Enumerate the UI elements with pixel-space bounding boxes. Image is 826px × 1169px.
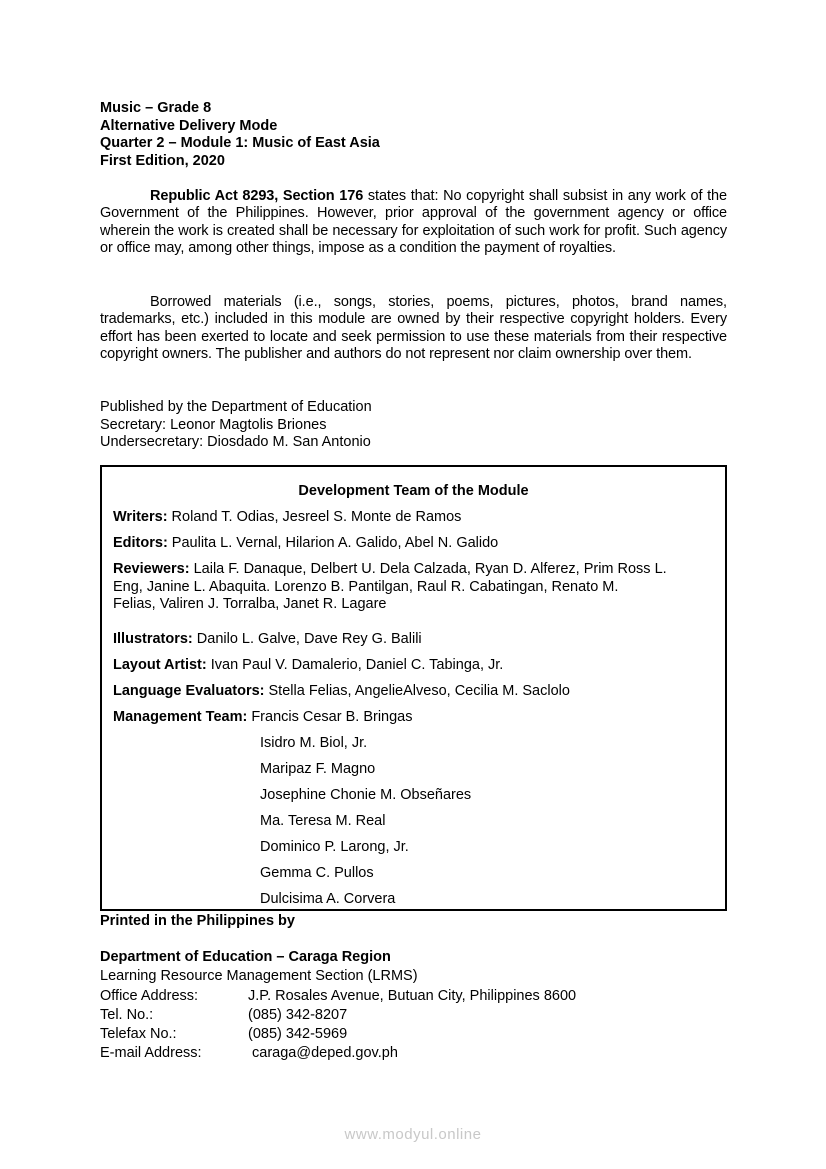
editors-row	[113, 535, 713, 553]
layout-artist-value: Ivan Paul V. Damalerio, Daniel C. Tabinga, Jr.	[206, 657, 504, 673]
management-member: Gemma C. Pullos	[260, 865, 374, 881]
borrowed-text: Borrowed materials (i.e., songs, stories, poems, pictures, photos, brand names, trademarks, etc.) included in this module are owned by their respective copyright holders. Every effort has been exerted to locate and seek permission to use these materials from their respective copyright owners. The publisher and authors do not represent nor claim ownership over them.	[100, 294, 727, 363]
reviewers-row	[113, 561, 713, 614]
office-address-value: J.P. Rosales Avenue, Butuan City, Philippines 8600	[248, 987, 577, 1004]
language-evaluators-label: Language Evaluators:	[113, 683, 265, 699]
secretary-line: Secretary: Leonor Magtolis Briones	[100, 416, 327, 433]
reviewers-label: Reviewers:	[113, 561, 190, 577]
email-value[interactable]: caraga@deped.gov.ph	[248, 1045, 398, 1062]
management-member: Josephine Chonie M. Obseñares	[260, 787, 472, 803]
email-row	[100, 1044, 576, 1063]
office-address-row	[100, 987, 576, 1006]
tel-value: (085) 342-8207	[248, 1006, 348, 1023]
writers-value: Roland T. Odias, Jesreel S. Monte de Ramos	[167, 509, 462, 525]
management-member: Francis Cesar B. Bringas	[247, 709, 413, 725]
management-team-label: Management Team:	[113, 709, 248, 725]
editors-label: Editors:	[113, 535, 168, 551]
reviewers-line3: Felias, Valiren J. Torralba, Janet R. Lagare	[113, 596, 387, 612]
office-address-label: Office Address:	[100, 987, 199, 1004]
development-team-title: Development Team of the Module	[298, 483, 529, 499]
borrowed-materials-notice	[100, 294, 727, 364]
management-member: Maripaz F. Magno	[260, 761, 376, 777]
illustrators-row	[113, 631, 713, 649]
watermark: www.modyul.online	[344, 1126, 482, 1143]
header-module: Quarter 2 – Module 1: Music of East Asia	[100, 135, 380, 152]
editors-value: Paulita L. Vernal, Hilarion A. Galido, Abel N. Galido	[167, 535, 499, 551]
writers-row	[113, 509, 713, 527]
tel-label: Tel. No.:	[100, 1006, 154, 1023]
telefax-row	[100, 1025, 576, 1044]
reviewers-line1: Laila F. Danaque, Delbert U. Dela Calzada, Ryan D. Alferez, Prim Ross L.	[189, 561, 667, 577]
language-evaluators-row	[113, 683, 713, 701]
undersecretary-line: Undersecretary: Diosdado M. San Antonio	[100, 434, 371, 450]
telefax-label: Telefax No.:	[100, 1026, 177, 1043]
printed-in-label: Printed in the Philippines by	[100, 913, 295, 929]
office-info	[100, 948, 576, 1064]
management-member: Isidro M. Biol, Jr.	[260, 735, 368, 751]
management-member: Dulcisima A. Corvera	[260, 891, 396, 907]
header-edition: First Edition, 2020	[100, 153, 225, 170]
module-header	[100, 100, 380, 171]
email-label: E-mail Address:	[100, 1045, 202, 1062]
illustrators-label: Illustrators:	[113, 631, 193, 647]
development-team-box	[100, 465, 727, 911]
management-member: Dominico P. Larong, Jr.	[260, 839, 409, 855]
publisher-line: Published by the Department of Education	[100, 399, 372, 415]
management-team-row	[113, 709, 713, 727]
copyright-text: states that: No copyright shall subsist in any work of the Government of the Philippines. However, prior approval of the government agency or office wherein the work is created shall be necessary for exploitation of such work for profit. Such agency or office may, among other things, impose as a condition the payment of royalties.	[100, 188, 727, 257]
office-name: Department of Education – Caraga Region	[100, 949, 391, 965]
layout-artist-row	[113, 657, 713, 675]
copyright-law: Republic Act 8293, Section 176	[150, 188, 364, 204]
tel-row	[100, 1006, 576, 1025]
header-subject: Music – Grade 8	[100, 100, 212, 116]
copyright-notice	[100, 188, 727, 258]
office-section: Learning Resource Management Section (LRMS)	[100, 968, 418, 985]
management-member: Ma. Teresa M. Real	[260, 813, 386, 829]
layout-artist-label: Layout Artist:	[113, 657, 207, 673]
writers-label: Writers:	[113, 509, 168, 525]
publisher-info	[100, 399, 372, 452]
reviewers-line2: Eng, Janine L. Abaquita. Lorenzo B. Pantilgan, Raul R. Cabatingan, Renato M.	[113, 578, 619, 595]
telefax-value: (085) 342-5969	[248, 1026, 348, 1043]
illustrators-value: Danilo L. Galve, Dave Rey G. Balili	[192, 631, 422, 647]
language-evaluators-value: Stella Felias, AngelieAlveso, Cecilia M. Saclolo	[264, 683, 570, 699]
header-mode: Alternative Delivery Mode	[100, 117, 278, 134]
